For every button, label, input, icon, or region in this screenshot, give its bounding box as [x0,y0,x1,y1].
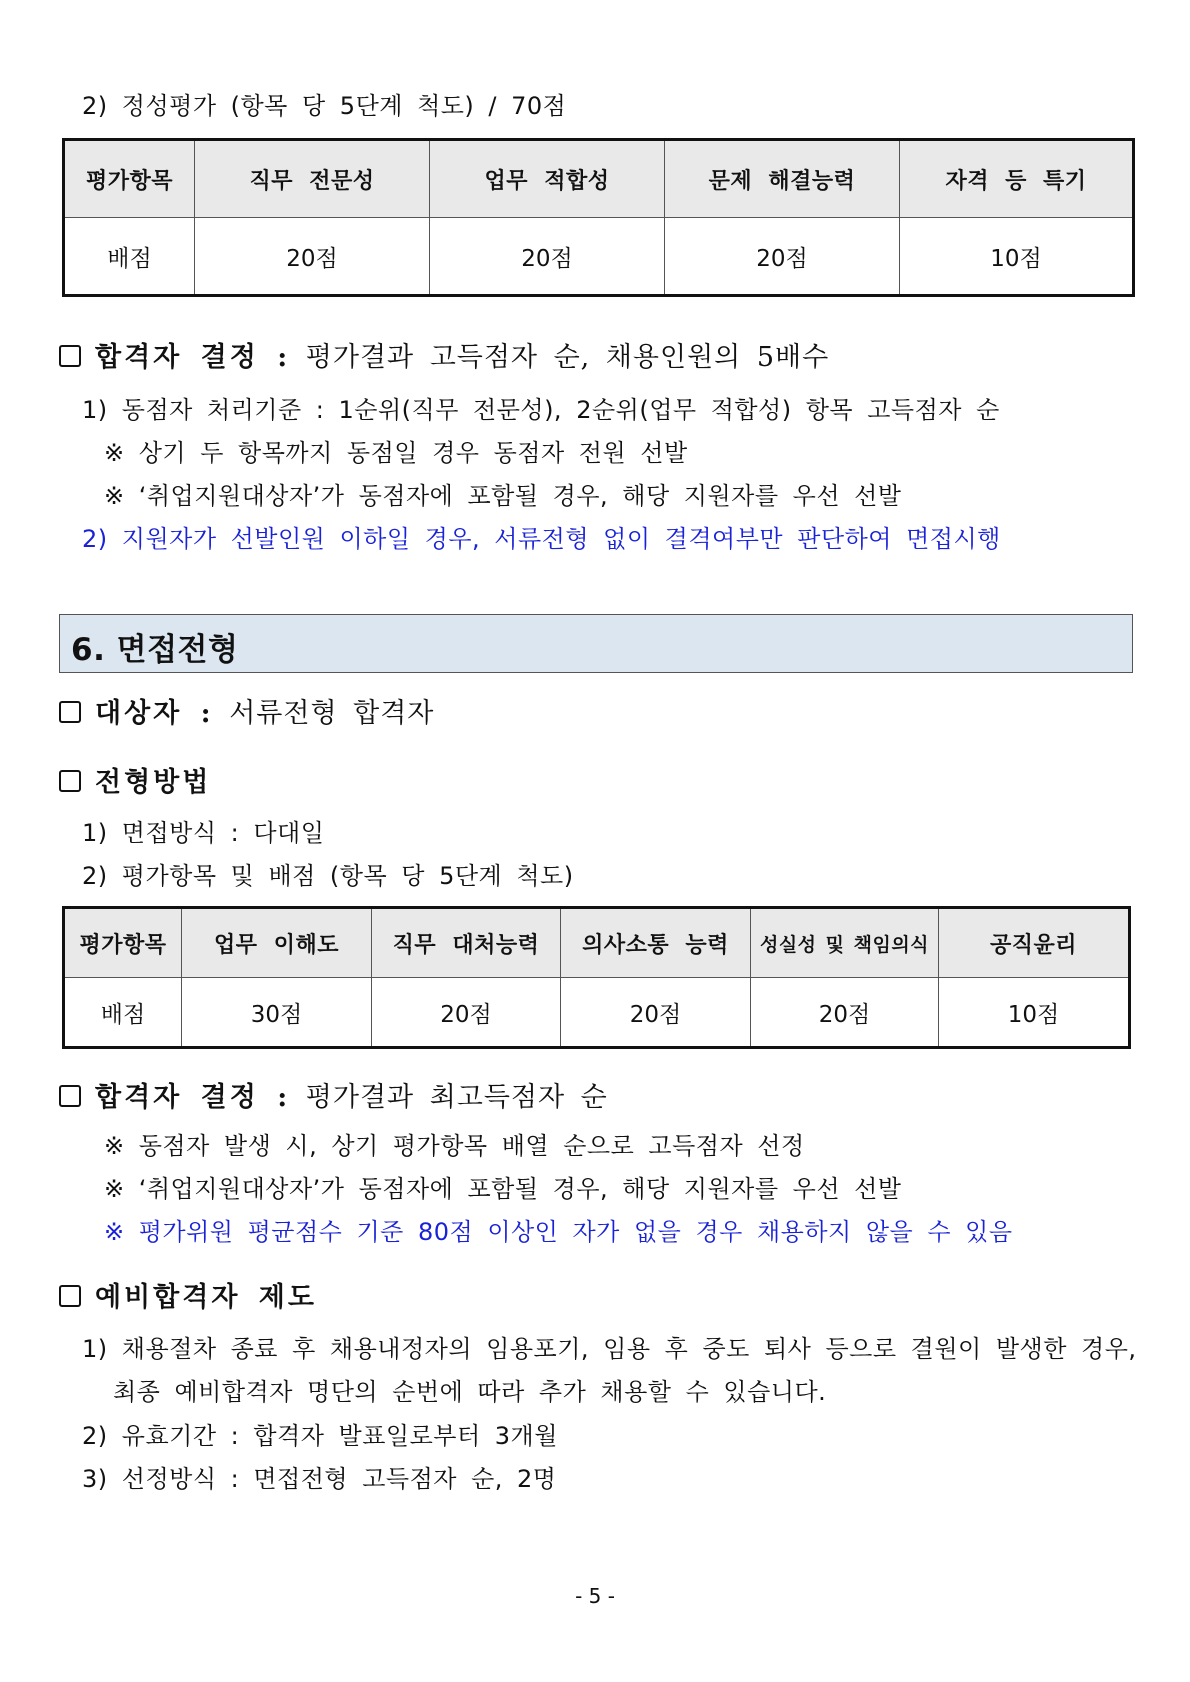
decision-heading [59,335,829,374]
table-cell: 10점 [900,218,1134,296]
table-row [64,218,1134,296]
table-cell: 배점 [64,978,182,1048]
section-title: 6. 면접전형 [71,632,239,668]
target-text: 서류전형 합격자 [229,698,435,729]
list-item: 3) 선정방식 : 면접전형 고득점자 순, 2명 [82,1465,557,1493]
table-header-cell: 직무 전문성 [195,140,430,218]
table-header-cell: 직무 대처능력 [372,908,561,978]
table-header-row [64,908,1130,978]
list-item: 2) 유효기간 : 합격자 발표일로부터 3개월 [82,1422,558,1450]
table-header-cell: 평가항목 [64,140,195,218]
list-item: 1) 동점자 처리기준 : 1순위(직무 전문성), 2순위(업무 적합성) 항목 고득점자 순 [82,396,1000,424]
table-header-cell: 평가항목 [64,908,182,978]
table-row [64,978,1130,1048]
list-item: 1) 채용절차 종료 후 채용내정자의 임용포기, 임용 후 중도 퇴사 등으로 결원이 발생한 경우, [82,1335,1137,1363]
checkbox-square-icon [59,770,81,792]
page-number: - 5 - [575,1584,615,1608]
reserve-heading [59,1275,317,1314]
list-item: ※ ‘취업지원대상자’가 동점자에 포함될 경우, 해당 지원자를 우선 선발 [104,482,902,510]
checkbox-square-icon [59,345,81,367]
table-cell: 20점 [372,978,561,1048]
table-cell: 20점 [665,218,900,296]
table-cell: 20점 [561,978,751,1048]
table-header-cell: 문제 해결능력 [665,140,900,218]
list-item: 2) 평가항목 및 배점 (항목 당 5단계 척도) [82,862,574,890]
list-item: ※ ‘취업지원대상자’가 동점자에 포함될 경우, 해당 지원자를 우선 선발 [104,1175,902,1203]
checkbox-square-icon [59,701,81,723]
method-label: 전형방법 [95,767,212,798]
list-item-highlight: 2) 지원자가 선발인원 이하일 경우, 서류전형 없이 결격여부만 판단하여 면접시행 [82,525,1001,553]
table-cell: 20점 [195,218,430,296]
decision-label: 합격자 결정 : [95,342,291,373]
method-heading [59,760,211,799]
table-cell: 20점 [430,218,665,296]
section-title-bar [59,614,1133,673]
checkbox-square-icon [59,1085,81,1107]
qualitative-eval-table [62,138,1135,297]
checkbox-square-icon [59,1285,81,1307]
decision-text: 평가결과 최고득점자 순 [305,1082,608,1113]
list-item: ※ 상기 두 항목까지 동점일 경우 동점자 전원 선발 [104,439,688,467]
table-cell: 30점 [182,978,372,1048]
table-cell: 10점 [939,978,1130,1048]
target-heading [59,691,434,730]
table-header-cell: 성실성 및 책임의식 [751,908,939,978]
list-item: ※ 동점자 발생 시, 상기 평가항목 배열 순으로 고득점자 선정 [104,1132,805,1160]
table-header-cell: 자격 등 특기 [900,140,1134,218]
decision-heading [59,1075,608,1114]
list-item-highlight: ※ 평가위원 평균점수 기준 80점 이상인 자가 없을 경우 채용하지 않을 수 있음 [104,1218,1013,1246]
table-cell: 배점 [64,218,195,296]
target-label: 대상자 : [95,698,214,729]
table-header-cell: 업무 이해도 [182,908,372,978]
list-item: 최종 예비합격자 명단의 순번에 따라 추가 채용할 수 있습니다. [113,1378,827,1406]
table-header-cell: 의사소통 능력 [561,908,751,978]
interview-eval-table [62,906,1131,1049]
decision-text: 평가결과 고득점자 순, 채용인원의 5배수 [305,342,830,373]
list-item: 1) 면접방식 : 다대일 [82,819,325,847]
table-header-cell: 공직윤리 [939,908,1130,978]
decision-label: 합격자 결정 : [95,1082,291,1113]
reserve-label: 예비합격자 제도 [95,1282,317,1313]
table-cell: 20점 [751,978,939,1048]
table-header-cell: 업무 적합성 [430,140,665,218]
qualitative-eval-title: 2) 정성평가 (항목 당 5단계 척도) / 70점 [82,92,567,120]
table-header-row [64,140,1134,218]
